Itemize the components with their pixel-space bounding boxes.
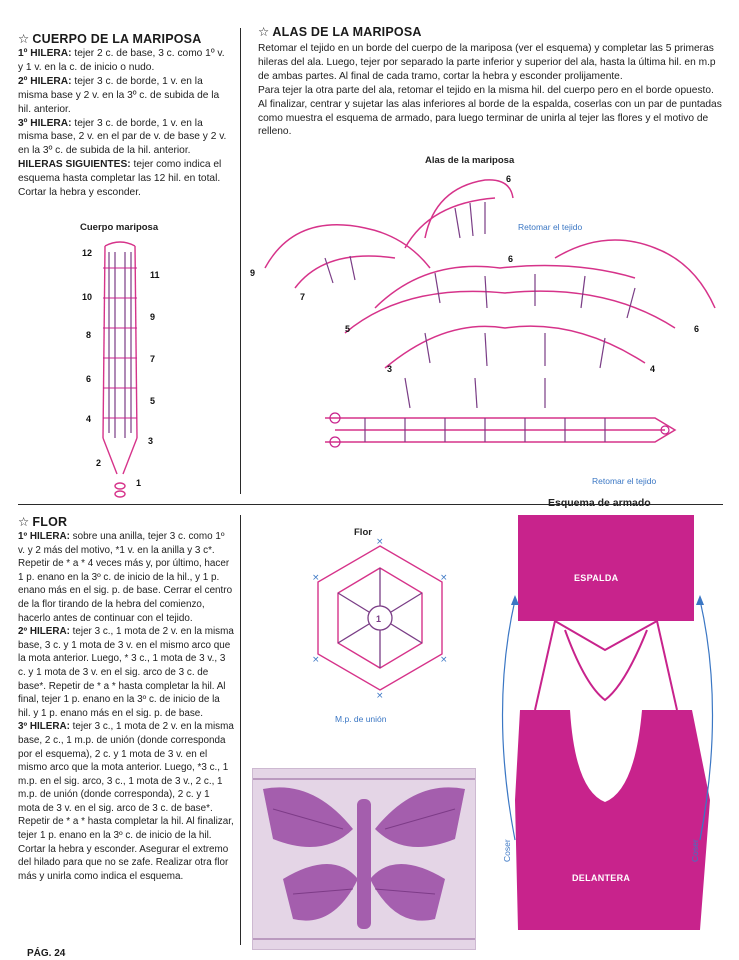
svg-text:×: × <box>440 573 448 583</box>
alas-paragraph-1: Retomar el tejido en un borde del cuerpo de la mariposa (ver el esquema) y completar las 5 primeras hileras del ala. Luego, tejer por separado la parte inferior y superior del ala, hasta la última hil. en m.p de ambas partes. Al final de cada tramo, cortar la hebra y esconder prolijamente. <box>258 43 716 82</box>
flor-instructions <box>18 530 234 883</box>
svg-text:×: × <box>312 573 320 583</box>
row-num-5: 5 <box>150 396 156 406</box>
cuerpo-row-2: 2º HILERA: tejer 3 c. de borde, 1 v. en la misma base y 2 v. en la 3º c. de subida de la hil. anterior. <box>18 75 220 115</box>
alas-row-4: 4 <box>650 364 656 374</box>
cuerpo-row-4: HILERAS SIGUIENTES: tejer como indica el esquema hasta completar las 12 hil. en total. Cortar la hebra y esconder. <box>18 159 222 199</box>
row-num-6: 6 <box>86 374 92 384</box>
cuerpo-instructions <box>18 47 231 200</box>
alas-paragraph-2: Para tejer la otra parte del ala, retomar el tejido en la misma hil. del cuerpo pero en el borde opuesto. <box>258 84 714 96</box>
alas-row-9: 9 <box>250 268 256 278</box>
flor-title: ☆ FLOR <box>18 515 68 529</box>
espalda-label: ESPALDA <box>574 573 619 583</box>
column-divider-top <box>240 28 241 494</box>
flor-center-number: 1 <box>376 614 382 624</box>
cuerpo-diagram <box>95 238 145 500</box>
column-divider-bottom <box>240 515 241 945</box>
svg-text:×: × <box>376 538 384 547</box>
alas-row-5: 5 <box>345 324 351 334</box>
flor-row-1: 1º HILERA: sobre una anilla, tejer 3 c. como 1º v. y 2 más del motivo, *1 v. en la anilla y 3 c*. Repetir de * a * 4 veces más y, por último, hacer 1 p. enano en la 3º c. de inicio de la hil., y 1 p. enano más en el sig. p. de base. Cerrar el centro de la flor tirando de la hebra del comienzo, hacerlo antes de continuar con el tejido. <box>18 531 233 624</box>
cuerpo-row-1: 1º HILERA: tejer 2 c. de base, 3 c. como 1º v. y 1 v. en la c. de inicio o nudo. <box>18 48 225 73</box>
alas-diagram-title: Alas de la mariposa <box>425 155 515 166</box>
union-note: M.p. de unión <box>335 714 387 724</box>
alas-row-3: 3 <box>387 364 393 374</box>
alas-title: ☆ ALAS DE LA MARIPOSA <box>258 25 422 39</box>
star-icon: ☆ <box>18 32 30 46</box>
cuerpo-diagram-title: Cuerpo mariposa <box>80 222 159 233</box>
alas-instructions <box>258 42 728 139</box>
row-num-7: 7 <box>150 354 156 364</box>
alas-row-6-right: 6 <box>694 324 700 334</box>
row-num-1: 1 <box>136 478 142 488</box>
alas-row-7: 7 <box>300 292 306 302</box>
coser-left-label: Coser <box>502 839 512 862</box>
row-num-2: 2 <box>96 458 102 468</box>
butterfly-photo-graphic <box>253 769 475 949</box>
row-num-9: 9 <box>150 312 156 322</box>
delantera-label: DELANTERA <box>572 873 631 883</box>
star-icon: ☆ <box>18 515 30 529</box>
page-number: PÁG. 24 <box>27 948 66 959</box>
alas-row-6-mid: 6 <box>508 254 514 264</box>
svg-text:×: × <box>440 655 448 665</box>
row-num-10: 10 <box>82 292 93 302</box>
retomar-note-top: Retomar el tejido <box>518 222 583 232</box>
armado-title: Esquema de armado <box>548 497 651 509</box>
row-num-4: 4 <box>86 414 92 424</box>
svg-text:×: × <box>312 655 320 665</box>
star-icon: ☆ <box>258 25 270 39</box>
crochet-photo <box>252 768 476 950</box>
cuerpo-row-3: 3º HILERA: tejer 3 c. de borde, 1 v. en la misma base, 2 v. en el par de v. de base y 2 v. en la 3º c. de subida de la hil. anterior. <box>18 117 227 157</box>
cuerpo-title: ☆ CUERPO DE LA MARIPOSA <box>18 32 202 46</box>
retomar-note-bottom: Retomar el tejido <box>592 476 657 486</box>
flor-diagram-title: Flor <box>354 527 372 538</box>
coser-right-label: Coser <box>690 839 700 862</box>
row-num-8: 8 <box>86 330 92 340</box>
alas-diagram <box>255 168 730 473</box>
row-num-11: 11 <box>150 270 160 280</box>
row-num-3: 3 <box>148 436 154 446</box>
alas-row-6-top: 6 <box>506 174 512 184</box>
row-num-12: 12 <box>82 248 93 258</box>
flor-row-3: 3º HILERA: tejer 3 c., 1 mota de 2 v. en la misma base, 2 c., 1 m.p. de unión (donde corresponda por el esquema), 2 c. y 1 mota de 3 v. en el mismo arco que la mota anterior. Luego, *3 c., 1 m.p. en el sig. arco, 3 c., 1 mota de 3 v., 2 c., 1 m.p. de unión (donde corresponda), 2 c. y 1 mota de 3 v. en el sig. arco de 3 c. de base*. Repetir de * a * hasta completar la hil. Al finalizar, tejer 1 p. enano en la 3º c. de inicio de la hil. Cortar la hebra y esconder. Asegurar el extremo del hilado para que no se zafe. Realizar otra flor más y unirla como indica el esquema. <box>18 721 234 882</box>
alas-paragraph-3: Al finalizar, centrar y sujetar las alas inferiores al borde de la espalda, coserlas con un par de puntadas como muestra el esquema de armado, para luego terminar de unirla al tejer las flores y el motivo de relleno. <box>258 98 722 138</box>
flor-row-2: 2º HILERA: tejer 3 c., 1 mota de 2 v. en la misma base, 3 c. y 1 mota de 3 v. en el mismo arco que la mota anterior. Luego, * 3 c., 1 mota de 3 v., 3 c. y 1 mota de 3 v. en el sig. arco de 3 c. de base*. Repetir de * a * hasta completar la hil. Al final, tejer 1 p. enano en la 3º c. de inicio de la hil. y 1 p. enano más en el sig. p. de base. <box>18 626 234 719</box>
svg-text:×: × <box>376 691 384 698</box>
